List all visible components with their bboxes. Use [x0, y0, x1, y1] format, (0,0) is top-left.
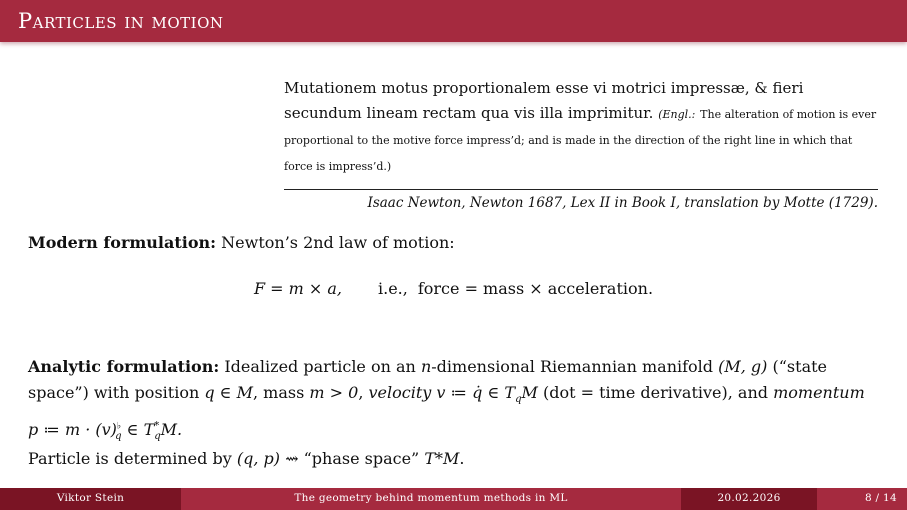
math-velocity: v ≔ q̇ ∈ $T_qM$	[436, 383, 538, 406]
phase-text: .	[459, 449, 465, 468]
math-qp: (q, p)	[236, 449, 280, 468]
newton-quote	[284, 76, 878, 179]
modern-formulation	[28, 230, 880, 256]
phase-text: “phase space”	[303, 449, 420, 468]
slide-footer	[0, 488, 907, 510]
quote-latin: Mutationem motus proportionalem esse vi motrici impressæ, & fieri secundum lineam rectam qua vis illa imprimitur.	[284, 79, 804, 122]
math-cotangent-bundle: T*M	[424, 449, 460, 468]
equation-ie: i.e.,	[378, 279, 408, 298]
newton-equation	[0, 279, 907, 298]
math-manifold: (M, g)	[718, 357, 768, 376]
equation-math: F = m × a,	[253, 279, 342, 298]
analytic-text: ,	[358, 383, 364, 402]
analytic-text: Idealized particle on an	[224, 357, 416, 376]
quote-english: The alteration of motion is ever proportional to the motive force impress’d; and is made in the direction of the right line in which that force is impress’d.)	[284, 108, 877, 173]
term-velocity: velocity	[368, 383, 432, 402]
analytic-text: (“state space”) with position	[28, 357, 827, 402]
math-position: q ∈ M	[204, 383, 253, 402]
footer-date: 20.02.2026	[681, 488, 817, 510]
analytic-formulation	[28, 354, 880, 450]
math-momentum: p ≔ $m \cdot (v)^♭_q$ ∈ $T^*_qM$.	[28, 419, 183, 442]
footer-page-number: 8 / 14	[817, 488, 907, 510]
phase-text: Particle is determined by	[28, 449, 232, 468]
term-momentum: momentum	[773, 383, 865, 402]
quote-divider	[284, 189, 878, 190]
squiggle-arrow-icon: ⇝	[285, 449, 299, 468]
quote-attribution: Isaac Newton, Newton 1687, Lex II in Book I, translation by Motte (1729).	[367, 195, 878, 211]
math-mass: m > 0	[309, 383, 359, 402]
modern-heading: Modern formulation:	[28, 233, 217, 252]
modern-text: Newton’s 2nd law of motion:	[221, 233, 455, 252]
analytic-text: (dot = time derivative), and	[542, 383, 768, 402]
slide-title: Particles in motion	[18, 9, 224, 33]
math-n: n	[420, 357, 432, 376]
analytic-text: -dimensional Riemannian manifold	[431, 357, 714, 376]
equation-words: force = mass × acceleration.	[417, 279, 654, 298]
footer-author: Viktor Stein	[0, 488, 181, 510]
analytic-heading: Analytic formulation:	[28, 357, 220, 376]
phase-space-line	[28, 446, 880, 472]
slide-header	[0, 0, 907, 42]
analytic-text: , mass	[252, 383, 305, 402]
quote-engl-label: (Engl.:	[658, 108, 696, 121]
footer-talk-title: The geometry behind momentum methods in ML	[181, 488, 681, 510]
